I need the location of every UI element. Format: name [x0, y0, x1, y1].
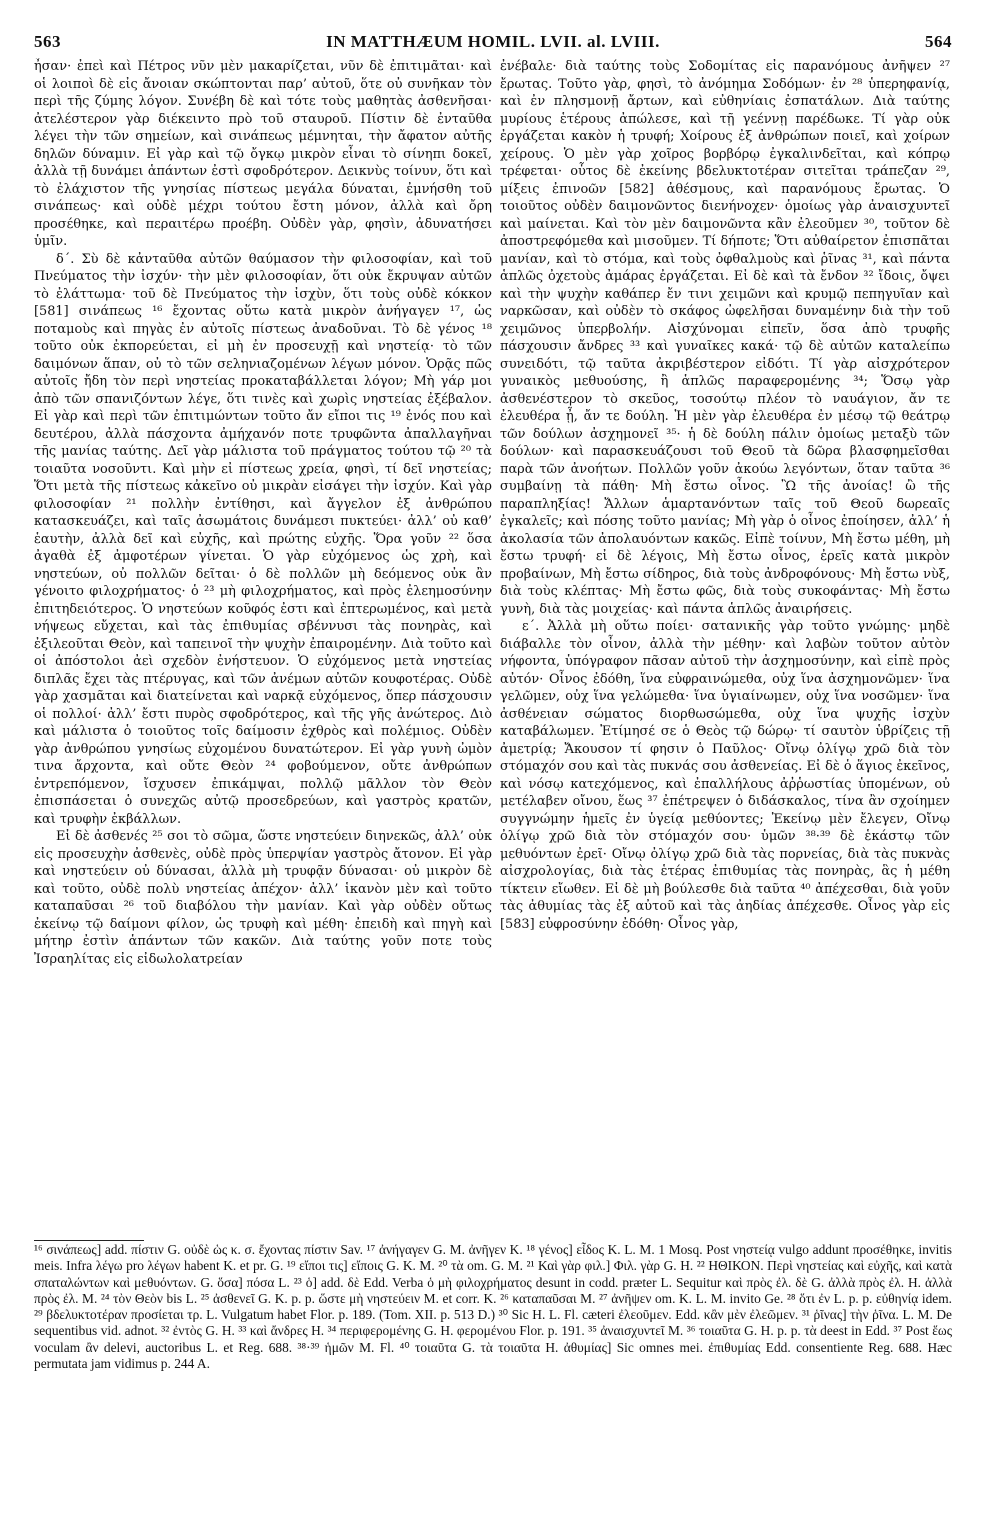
- left-text-column: [34, 58, 492, 1236]
- paragraph: Εἰ δὲ ἀσθενές ²⁵ σοι τὸ σῶμα, ὥστε νηστεύειν διηνεκῶς, ἀλλ’ οὐκ εἰς προσευχὴν ἀσθενὲς, οὐδὲ πρὸς ὑπερψίαν γαστρὸς ἄτονον. Εἰ γὰρ καὶ νηστεύειν οὐ δύνασαι, ἀλλὰ μὴ τρυφᾷν δύνασαι· οὐ μικρὸν δὲ καὶ τοῦτο, οὐδὲ πολὺ νηστείας ἀπέχον· ἀλλ’ ἱκανὸν μὲν καὶ τοῦτο καταπαῦσαι ²⁶ τοῦ διαβόλου τὴν μανίαν. Καὶ γὰρ οὐδὲν οὕτως ἐκείνῳ τῷ δαίμονι φίλον, ὡς τρυφὴ καὶ μέθη· ἐπειδὴ καὶ πηγὴ καὶ μήτηρ ἐστὶν ἁπάντων τῶν κακῶν. Διὰ ταύτης γοῦν ποτε τοὺς Ἰσραηλίτας εἰς εἰδωλολατρείαν: [34, 829, 492, 967]
- page-number-right: 564: [925, 32, 952, 51]
- paragraph: ἦσαν· ἐπεὶ καὶ Πέτρος νῦν μὲν μακαρίζεται, νῦν δὲ ἐπιτιμᾶται· καὶ οἱ λοιποὶ δὲ εἰς ἄνοιαν σκώπτονται παρ’ αὐτοῦ, ὅτε οὐ συνῆκαν τὸν περὶ τῆς ζύμης λόγον. Συνέβη δὲ καὶ τότε τοὺς μαθητὰς ἀσθενῆσαι· ἀτελέστερον γὰρ διέκειντο πρὸ τοῦ σταυροῦ. Πίστιν δὲ ἐνταῦθα λέγει τὴν τῶν σημείων, καὶ σινάπεως μέμνηται, τὴν ἄφατον αὐτῆς δηλῶν δύναμιν. Εἰ γὰρ καὶ τῷ ὄγκῳ μικρὸν εἶναι τὸ σίνηπι δοκεῖ, ἀλλὰ τῇ δυνάμει ἁπάντων ἐστὶ σφοδρότερον. Δεικνὺς τοίνυν, ὅτι καὶ τὸ ἐλάχιστον τῆς γνησίας πίστεως μεγάλα δύναται, ἐμνήσθη τοῦ σινάπεως· καὶ οὐδὲ μέχρι τούτου ἔστη μόνον, ἀλλὰ καὶ ὄρη προσέθηκε, καὶ περαιτέρω προέβη. Οὐδὲν γὰρ, φησὶν, ἀδυνατήσει ὑμῖν.: [34, 59, 492, 249]
- running-header: [34, 32, 952, 52]
- footnotes-text: ¹⁶ σινάπεως] add. πίστιν G. οὐδὲ ὡς κ. σ. ἔχοντας πίστιν Sav. ¹⁷ ἀνήγαγεν G. M. ἀνῆγεν K. ¹⁸ γένος] εἶδος K. L. M. 1 Mosq. Post νηστείᾳ vulgo addunt προσέθηκε, invitis meis. Infra λέγω pro λέγων habent K. et pr. G. ¹⁹ εἴποι τις] εἴποις G. K. M. ²⁰ τὰ om. G. M. ²¹ Καὶ γὰρ φιλ.] Φιλ. γὰρ G. H. ²² ΗΘΙΚΟΝ. Περὶ νηστείας καὶ εὐχῆς, καὶ κατὰ σπαταλώντων καὶ μεθυόντων. G. ὅσα] πόσα L. ²³ ὁ] add. δὲ Edd. Verba ὁ μὴ φιλοχρήματος desunt in codd. præter L. Sequitur καὶ πρὸς ἐλ. δὲ G. ἀλλὰ πρὸς ἐλ. H. ἀλλὰ πρὸς ἐλ. M. ²⁴ τὸν Θεὸν bis L. ²⁵ ἀσθενεῖ G. K. p. p. ὥστε μὴ νηστεύειν M. et corr. K. ²⁶ καταπαῦσαι M. ²⁷ ἀνῆψεν om. K. L. M. invito Ge. ²⁸ ὅτι ἐν L. p. p. εὐθηνίᾳ idem. ²⁹ βδελυκτοτέραν προσίεται τρ. L. Vulgatum habet Flor. p. 189. (Tom. XII. p. 513 D.) ³⁰ Sic H. L. Fl. cæteri ἐλεοῦμεν. Edd. κἂν μὲν ἐλεῶμεν. ³¹ ῥῖνας] τὴν ῥῖνα. L. M. De sequentibus vid. adnot. ³² ἐντὸς G. H. ³³ καὶ ἄνδρες H. ³⁴ περιφερομένης G. H. φερομένου Flor. p. 191. ³⁵ ἀναισχυντεῖ M. ³⁶ τοιαῦτα G. H. p. p. τὰ deest in Edd. ³⁷ Post ἕως voculam ἂν delevi, auctoribus L. et Reg. 688. ³⁸·³⁹ ἡμῶν M. Fl. ⁴⁰ τοιαῦτα G. τὰ τοιαῦτα H. ἀθυμίας] Sic omnes mei. ἐπιθυμίας Edd. consentiente Reg. 688. Hæc permutata jam vidimus p. 244 A.: [34, 1242, 952, 1372]
- page-number-left: 563: [34, 32, 61, 51]
- paragraph: ἐνέβαλε· διὰ ταύτης τοὺς Σοδομίτας εἰς παρανόμους ἀνῆψεν ²⁷ ἔρωτας. Τοῦτο γὰρ, φησὶ, τὸ ἀνόμημα Σοδόμων· ἐν ²⁸ ὑπερηφανίᾳ, καὶ ἐν πλησμονῇ ἄρτων, καὶ εὐθηνίαις ἐσπατάλων. Διὰ ταύτης μυρίους ἑτέρους ἀπώλεσε, καὶ τῇ γεέννῃ παρέδωκε. Τί γὰρ οὐκ ἐργάζεται κακὸν ἡ τρυφή; Χοίρους ἐξ ἀνθρώπων ποιεῖ, καὶ χοίρων χείρους. Ὁ μὲν γὰρ χοῖρος βορβόρῳ ἐγκαλινδεῖται, καὶ κόπρῳ τρέφεται· οὗτος δὲ ἐκείνης βδελυκτοτέραν σιτεῖται τράπεζαν ²⁹, μίξεις ἐπινοῶν [582] ἀθέσμους, καὶ παρανόμους ἔρωτας. Ὁ τοιοῦτος οὐδὲν δαιμονῶντος διενήνοχεν· ὁμοίως γὰρ ἀναισχυντεῖ καὶ μαίνεται. Καὶ τὸν μὲν δαιμονῶντα κἂν ἐλεοῦμεν ³⁰, τοῦτον δὲ ἀποστρεφόμεθα καὶ μισοῦμεν. Τί δήποτε; Ὅτι αὐθαίρετον ἐπισπᾶται μανίαν, καὶ τὸ στόμα, καὶ τοὺς ὀφθαλμοὺς καὶ ῥῖνας ³¹, καὶ πάντα ἁπλῶς ὀχετοὺς ἀμάρας ἐργάζεται. Εἰ δὲ καὶ τὰ ἔνδον ³² ἴδοις, ὄψει καὶ τὴν ψυχὴν καθάπερ ἔν τινι χειμῶνι καὶ κρυμῷ πεπηγυῖαν καὶ ναρκῶσαν, καὶ οὐδὲν τὸ σκάφος ὠφελῆσαι δυναμένην διὰ τὴν τοῦ χειμῶνος ὑπερβολήν. Αἰσχύνομαι εἰπεῖν, ὅσα ἀπὸ τρυφῆς πάσχουσιν ἄνδρες ³³ καὶ γυναῖκες κακά· τῷ δὲ αὐτῶν καταλείπω συνειδότι, τῷ ταῦτα ἀκριβέστερον εἰδότι. Τί γὰρ αἰσχρότερον γυναικὸς μεθυούσης, ἢ ἁπλῶς παραφερομένης ³⁴; Ὅσῳ γὰρ ἀσθενέστερον τὸ σκεῦος, τοσούτῳ πλέον τὸ ναυάγιον, ἄν τε ἐλευθέρα ᾖ, ἄν τε δούλη. Ἡ μὲν γὰρ ἐλευθέρα ἐν μέσῳ τῷ θεάτρῳ τῶν δούλων ἀσχημονεῖ ³⁵· ἡ δὲ δούλη πάλιν ὁμοίως μεταξὺ τῶν δούλων· καὶ παρασκευάζουσι τοῦ Θεοῦ τὰ δῶρα βλασφημεῖσθαι παρὰ τῶν ἀνοήτων. Πολλῶν γοῦν ἀκούω λεγόντων, ὅταν ταῦτα ³⁶ συμβαίνῃ τὰ πάθη· Μὴ ἔστω οἶνος. Ὢ τῆς ἀνοίας! ὢ τῆς παραπληξίας! Ἄλλων ἁμαρτανόντων ταῖς τοῦ Θεοῦ δωρεαῖς ἐγκαλεῖς; καὶ πόσης τοῦτο μανίας; Μὴ γὰρ ὁ οἶνος ἐποίησεν, ἀλλ’ ἡ ἀκολασία τῶν ἀπολαυόντων κακῶς. Εἰπὲ τοίνυν, Μὴ ἔστω μέθη, μὴ ἔστω τρυφή· εἰ δὲ λέγοις, Μὴ ἔστω οἶνος, ἐρεῖς κατὰ μικρὸν προβαίνων, Μὴ ἔστω σίδηρος, διὰ τοὺς ἀνδροφόνους· Μὴ ἔστω νὺξ, διὰ τοὺς κλέπτας· Μὴ ἔστω φῶς, διὰ τοὺς συκοφάντας· Μὴ ἔστω γυνὴ, διὰ τὰς μοιχείας· καὶ πάντα ἁπλῶς ἀναιρήσεις.: [500, 59, 950, 617]
- paragraph: δ΄. Σὺ δὲ κἀνταῦθα αὐτῶν θαύμασον τὴν φιλοσοφίαν, καὶ τοῦ Πνεύματος τὴν ἰσχύν· τὴν μὲν φιλοσοφίαν, ὅτι οὐκ ἔκρυψαν αὐτῶν τὸ ἐλάττωμα· τοῦ δὲ Πνεύματος τὴν ἰσχὺν, ὅτι τοὺς οὐδὲ κόκκον [581] σινάπεως ¹⁶ ἔχοντας οὕτω κατὰ μικρὸν ἀνήγαγεν ¹⁷, ὡς ποταμοὺς καὶ πηγὰς ἐν αὐτοῖς πίστεως ἀναδοῦναι. Τὸ δὲ γένος ¹⁸ τοῦτο οὐκ ἐκπορεύεται, εἰ μὴ ἐν προσευχῇ καὶ νηστείᾳ· τὸ τῶν δαιμόνων ἅπαν, οὐ τὸ τῶν σεληνιαζομένων λέγων μόνον. Ὁρᾷς πῶς αὐτοῖς ἤδη τὸν περὶ νηστείας προκαταβάλλεται λόγον; Μὴ γάρ μοι ἀπὸ τῶν σπανιζόντων λέγε, ὅτι τινὲς καὶ χωρὶς νηστείας ἐξέβαλον. Εἰ γὰρ καὶ περὶ τῶν ἐπιτιμώντων τοῦτο ἄν εἴποι τις ¹⁹ ἑνός που καὶ δευτέρου, ἀλλὰ πάσχοντα ἀμήχανόν ποτε τρυφῶντα ἀπαλλαγῆναι τῆς μανίας ταύτης. Δεῖ γὰρ μάλιστα τοῦ πράγματος τούτου τῷ ²⁰ τὰ τοιαῦτα νοσοῦντι. Καὶ μὴν εἰ πίστεως χρεία, φησὶ, τί δεῖ νηστείας; Ὅτι μετὰ τῆς πίστεως κἀκεῖνο οὐ μικρὰν εἰσάγει τὴν ἰσχύν. Καὶ γὰρ φιλοσοφίαν ²¹ πολλὴν ἐντίθησι, καὶ ἄγγελον ἐξ ἀνθρώπου κατασκευάζει, καὶ ταῖς ἀσωμάτοις δυνάμεσι πυκτεύει· ἀλλ’ οὐ καθ’ ἑαυτὴν, ἀλλὰ δεῖ καὶ εὐχῆς, καὶ πρώτης εὐχῆς. Ὅρα γοῦν ²² ὅσα ἀγαθὰ ἐξ ἀμφοτέρων γίνεται. Ὁ γὰρ εὐχόμενος ὡς χρὴ, καὶ νηστεύων, οὐ πολλῶν δεῖται· ὁ δὲ πολλῶν μὴ δεόμενος οὐκ ἂν γένοιτο φιλοχρήματος· ὁ ²³ μὴ φιλοχρήματος, καὶ πρὸς ἐλεημοσύνην ἐπιτηδειότερος. Ὁ νηστεύων κοῦφός ἐστι καὶ ἐπτερωμένος, καὶ μετὰ νήψεως εὔχεται, καὶ τὰς ἐπιθυμίας σβέννυσι τὰς πονηρὰς, καὶ ἐξιλεοῦται Θεὸν, καὶ ταπεινοῖ τὴν ψυχὴν ἐπαιρομένην. Διὰ τοῦτο καὶ οἱ ἀπόστολοι ἀεὶ σχεδὸν ἐνήστευον. Ὁ εὐχόμενος μετὰ νηστείας διπλᾶς ἔχει τὰς πτέρυγας, καὶ τῶν ἀνέμων αὐτῶν κουφοτέρας. Οὐδὲ γὰρ χασμᾶται καὶ διατείνεται καὶ ναρκᾷ εὐχόμενος, ὅπερ πάσχουσιν οἱ πολλοί· ἀλλ’ ἔστι πυρὸς σφοδρότερος, καὶ τῆς γῆς ἀνώτερος. Διὸ καὶ μάλιστα ὁ τοιοῦτος τοῖς δαίμοσιν ἐχθρὸς καὶ πολέμιος. Οὐδὲν γὰρ ἀνθρώπου γνησίως εὐχομένου δυνατώτερον. Εἰ γὰρ γυνὴ ὠμὸν τινα ἄρχοντα, καὶ οὔτε Θεὸν ²⁴ φοβούμενον, οὔτε ἀνθρώπων ἐντρεπόμενον, ἴσχυσεν ἐπικάμψαι, πολλῷ μᾶλλον τὸν Θεὸν ἐπισπάσεται ὁ συνεχῶς αὐτῷ προσεδρεύων, καὶ γαστρὸς κρατῶν, καὶ τρυφὴν ἐκβάλλων.: [34, 251, 492, 827]
- running-title: IN MATTHÆUM HOMIL. LVII. al. LVIII.: [326, 32, 660, 51]
- footnote-divider: [34, 1240, 144, 1241]
- paragraph: ε΄. Ἀλλὰ μὴ οὕτω ποίει· σατανικῆς γὰρ τοῦτο γνώμης· μηδὲ διάβαλλε τὸν οἶνον, ἀλλὰ τὴν μέθην· καὶ λαβὼν τοῦτον αὐτὸν νήφοντα, ὑπόγραφον πᾶσαν αὐτοῦ τὴν ἀσχημοσύνην, καὶ εἰπὲ πρὸς αὐτόν· Οἶνος ἐδόθη, ἵνα εὐφραινώμεθα, οὐχ ἵνα ἀσχημονῶμεν· ἵνα γελῶμεν, οὐχ ἵνα γελώμεθα· ἵνα ὑγιαίνωμεν, οὐχ ἵνα νοσῶμεν· ἵνα ἀσθένειαν σώματος διορθωσώμεθα, οὐχ ἵνα ψυχῆς ἰσχὺν καταβάλωμεν. Ἐτίμησέ σε ὁ Θεὸς τῷ δώρῳ· τί σαυτὸν ὑβρίζεις τῇ ἀμετρίᾳ; Ἄκουσον τί φησιν ὁ Παῦλος· Οἴνῳ ὀλίγῳ χρῶ διὰ τὸν στόμαχόν σου καὶ τὰς πυκνάς σου ἀσθενείας. Εἰ δὲ ὁ ἅγιος ἐκεῖνος, καὶ νόσῳ κατεχόμενος, καὶ ἐπαλλήλους ἀῤῥωστίας ὑπομένων, οὐ μετέλαβεν οἴνου, ἕως ³⁷ ἐπέτρεψεν ὁ διδάσκαλος, τίνα ἂν σχοίημεν συγγνώμην ἡμεῖς ἐν ὑγείᾳ μεθύοντες; Ἐκείνῳ μὲν ἔλεγεν, Οἴνῳ ὀλίγῳ χρῶ διὰ τὸν στόμαχόν σου· ὑμῶν ³⁸·³⁹ δὲ ἑκάστῳ τῶν μεθυόντων ἐρεῖ· Οἴνῳ ὀλίγῳ χρῶ διὰ τὰς πορνείας, διὰ τὰς πυκνὰς αἰσχρολογίας, διὰ τὰς ἑτέρας ἐπιθυμίας τὰς πονηρὰς, ἃς ἡ μέθη τίκτειν εἴωθεν. Εἰ δὲ μὴ βούλεσθε διὰ ταῦτα ⁴⁰ ἀπέχεσθαι, διὰ γοῦν τὰς ἀθυμίας τὰς ἐξ αὐτοῦ καὶ τὰς ἀηδίας ἀπέχεσθε. Οἶνος γὰρ εἰς [583] εὐφροσύνην ἐδόθη· Οἶνος γὰρ,: [500, 619, 950, 932]
- right-text-column: [500, 58, 950, 1236]
- footnotes-block: [34, 1242, 952, 1372]
